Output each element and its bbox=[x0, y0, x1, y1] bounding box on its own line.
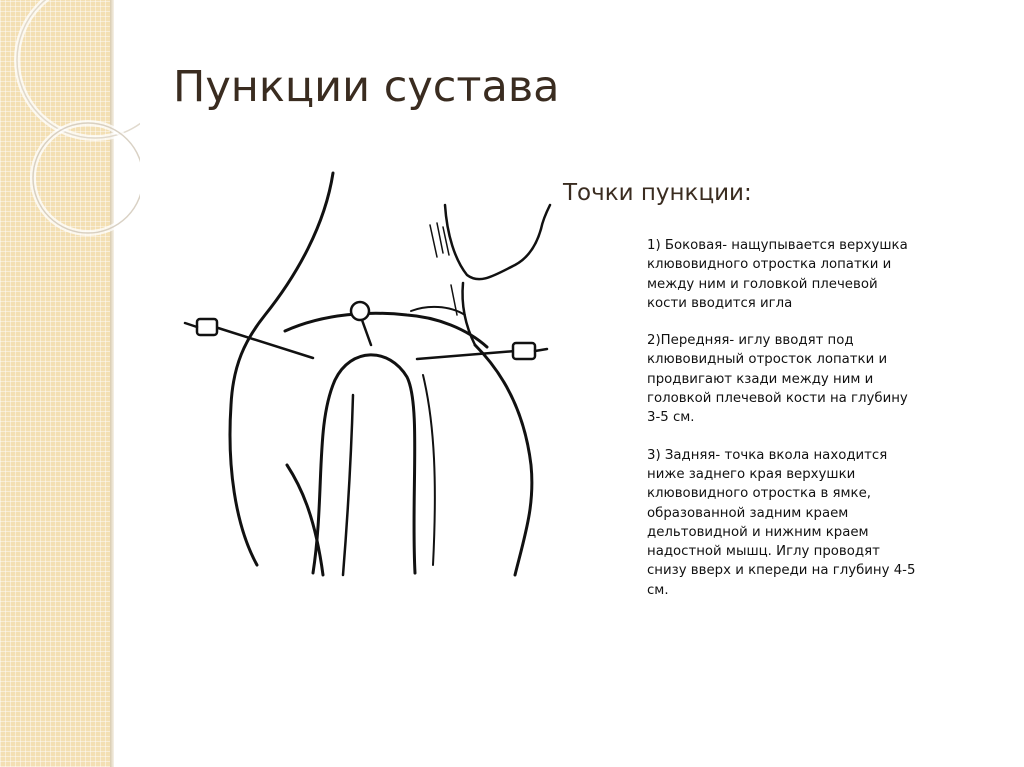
puncture-points-list bbox=[647, 236, 979, 618]
slide-title: Пункции сустава bbox=[173, 62, 560, 112]
acromion-outline bbox=[285, 313, 487, 347]
scapula-shading bbox=[423, 375, 435, 565]
torso-outline bbox=[475, 345, 532, 575]
neck-outline bbox=[445, 205, 550, 279]
decorative-rings bbox=[0, 0, 140, 260]
slide-subtitle: Точки пункции: bbox=[563, 180, 752, 206]
arm-outline bbox=[230, 173, 333, 565]
point-posterior: 3) Задняя- точка вкола находится ниже заднего края верхушки клювовидного отростка в ямке, образованной задним краем дельтовидной и нижним краем надостной мышц. Иглу проводят снизу вверх и кпереди на глубину 4-5 см. bbox=[647, 447, 916, 598]
shoulder-puncture-illustration bbox=[175, 165, 575, 585]
point-lateral: 1) Боковая- нащупывается верхушка клювовидного отростка лопатки и между ним и головкой плечевой кости вводится игла bbox=[647, 238, 908, 311]
hatching bbox=[430, 223, 457, 315]
point-anterior: 2)Передняя- иглу вводят под клювовидный отросток лопатки и продвигают кзади между ним и головкой плечевой кости на глубину 3-5 см. bbox=[647, 333, 908, 426]
needle-superior bbox=[351, 302, 371, 345]
needle-lateral bbox=[185, 319, 313, 358]
humeral-shaft-line bbox=[343, 395, 353, 575]
humeral-head-outline bbox=[313, 355, 415, 573]
